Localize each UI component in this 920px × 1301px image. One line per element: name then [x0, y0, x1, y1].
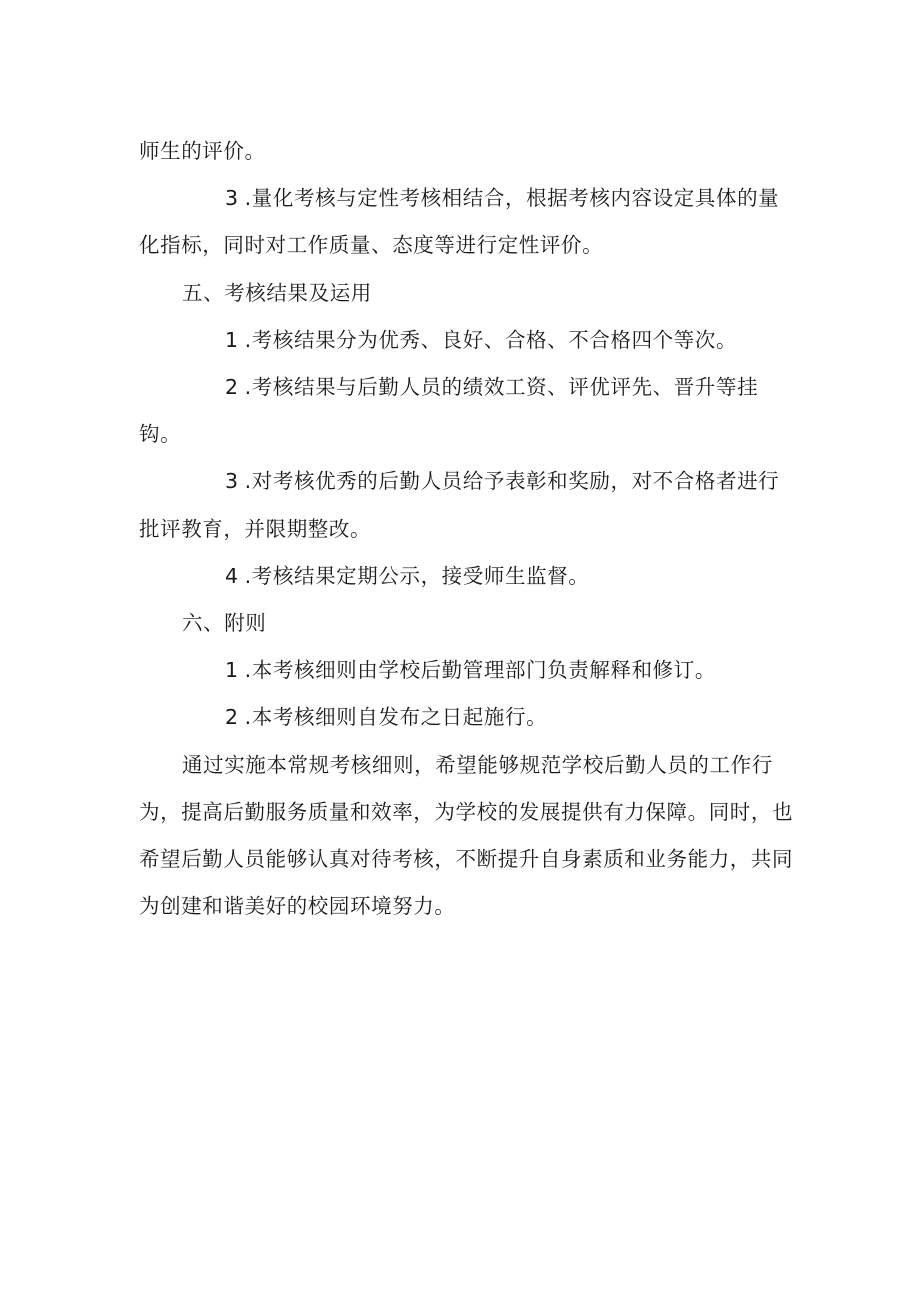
list-number: 2	[225, 375, 239, 400]
closing-paragraph	[139, 742, 795, 931]
list-item-text: .量化考核与定性考核相结合，根据考核内容设定具体的量化指标，同时对工作质量、态度等进行定性评价。	[139, 186, 780, 258]
section-heading-results	[139, 270, 795, 317]
list-item-text: .考核结果分为优秀、良好、合格、不合格四个等次。	[244, 327, 738, 352]
list-item-results-3	[139, 458, 795, 552]
list-item-results-2	[139, 364, 795, 458]
list-item-text: .考核结果与后勤人员的绩效工资、评优评先、晋升等挂钩。	[139, 375, 759, 447]
list-item-text: .本考核细则自发布之日起施行。	[244, 705, 548, 730]
list-number: 1	[225, 327, 239, 352]
section-heading-text: 五、考核结果及运用	[182, 280, 372, 305]
paragraph-text: 师生的评价。	[139, 139, 266, 163]
list-number: 4	[225, 563, 239, 588]
list-item-results-1	[139, 317, 795, 364]
section-heading-text: 六、附则	[182, 611, 267, 636]
list-item-text: .本考核细则由学校后勤管理部门负责解释和修订。	[244, 658, 716, 683]
list-item-results-4	[139, 553, 795, 600]
paragraph-text: 通过实施本常规考核细则，希望能够规范学校后勤人员的工作行为，提高后勤服务质量和效率，为学校的发展提供有力保障。同时，也希望后勤人员能够认真对待考核，不断提升自身素质和业务能力，共同为创建和谐美好的校园环境努力。	[139, 752, 794, 919]
list-number: 3	[225, 469, 239, 494]
document-body	[139, 128, 795, 930]
paragraph-continuation	[139, 128, 795, 175]
list-number: 1	[225, 658, 239, 683]
list-item-appendix-1	[139, 647, 795, 694]
list-item-text: .考核结果定期公示，接受师生监督。	[244, 563, 590, 588]
list-item-evaluation-method-3	[139, 175, 795, 269]
list-number: 3	[225, 186, 239, 211]
section-heading-appendix	[139, 600, 795, 647]
list-number: 2	[225, 705, 239, 730]
list-item-text: .对考核优秀的后勤人员给予表彰和奖励，对不合格者进行批评教育，并限期整改。	[139, 469, 780, 541]
list-item-appendix-2	[139, 694, 795, 741]
